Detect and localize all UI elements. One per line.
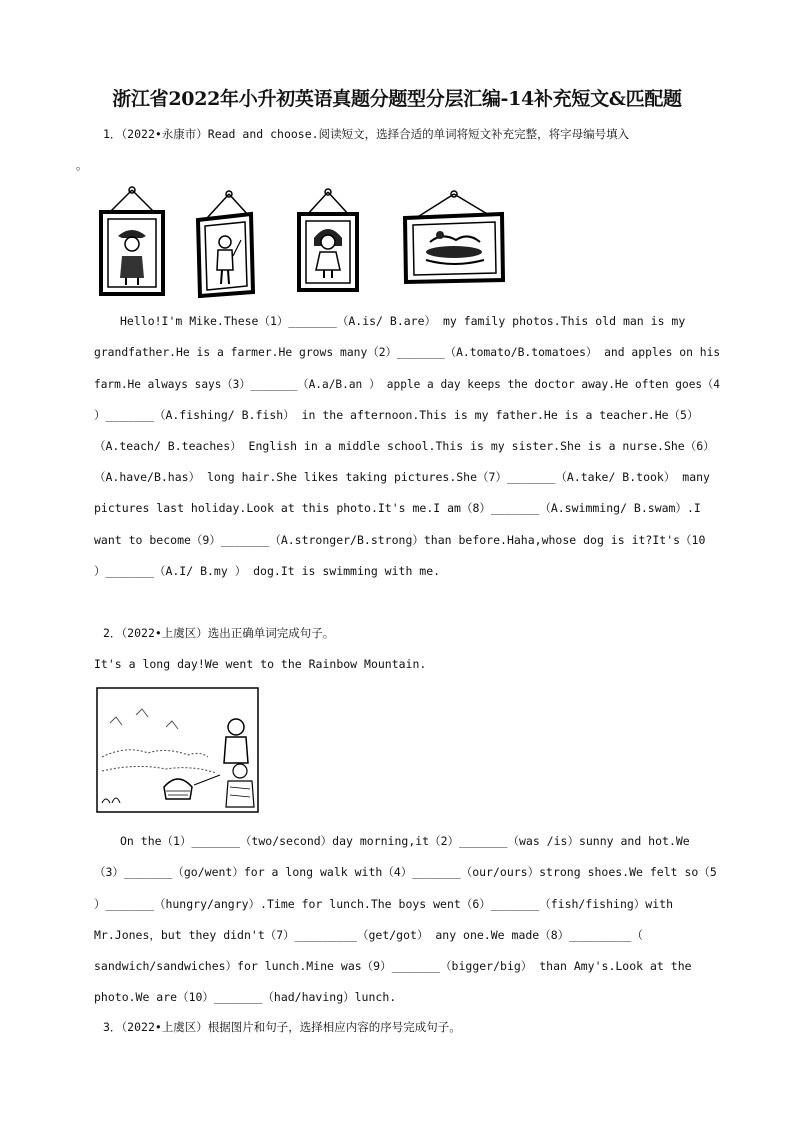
q2-line-2: （3）_______（go/went）for a long walk with（4）_______（our/ours）strong shoes.We felt so（5: [94, 865, 717, 879]
q2-line-1: On the（1）_______（two/second）day morning,it（2）_______（was /is）sunny and hot.We: [120, 834, 690, 848]
q1-line-6: （A.have/B.has） long hair.She likes taking pictures.She（7）_______（A.take/ B.took） many: [94, 470, 710, 484]
q1-picture-sister: [296, 186, 360, 294]
q2-intro: It's a long day!We went to the Rainbow Mountain.: [94, 657, 427, 671]
q2-line-6: photo.We are（10）_______（had/having）lunch.: [94, 990, 397, 1004]
q2-line-4: Mr.Jones，but they didn't（7）_________（get/got） any one.We made（8）_________（: [94, 928, 643, 942]
q1-line-3: farm.He always says（3）_______（A.a/B.an ） apple a day keeps the doctor away.He often goes（4: [94, 377, 720, 391]
q1-line-1: [94, 313, 718, 329]
q1-picture-dog: [402, 188, 506, 286]
q1-line-1-text: Hello!I'm Mike.These（1）_______（A.is/ B.are） my family photos.This old man is my: [120, 314, 686, 328]
q1-line-8: want to become（9）_______（A.stronger/B.strong）than before.Haha,whose dog is it?It's（10: [94, 533, 706, 547]
q1-picture-grandfather: [98, 186, 166, 298]
q2-picture-picnic: [96, 687, 259, 813]
q1-line-5: （A.teach/ B.teaches） English in a middle school.This is my sister.She is a nurse.She（6）: [94, 439, 715, 453]
q2-line-3: ）_______（hungry/angry）.Time for lunch.The boys went（6）_______（fish/fishing）with: [94, 897, 673, 911]
q1-line-9: ）_______（A.I/ B.my ） dog.It is swimming with me.: [94, 564, 441, 578]
q1-picture-father: [193, 186, 257, 298]
q1-line-2: grandfather.He is a farmer.He grows many（2）_______（A.tomato/B.tomatoes） and apples on his: [94, 345, 721, 359]
q1-line-4: ）_______（A.fishing/ B.fish） in the afternoon.This is my father.He is a teacher.He（5）: [94, 408, 699, 422]
q3-header: 3．（2022•上虞区）根据图片和句子，选择相应内容的序号完成句子。: [103, 1020, 461, 1034]
q2-line-5: sandwich/sandwiches）for lunch.Mine was（9）_______（bigger/big） than Amy's.Look at the: [94, 959, 692, 973]
q2-header: 2．（2022•上虞区）选出正确单词完成句子。: [103, 626, 335, 640]
page-title: 浙江省2022年小升初英语真题分题型分层汇编-14补充短文&匹配题: [112, 88, 682, 110]
q1-header-cont: 。: [76, 158, 88, 172]
q1-line-7: pictures last holiday.Look at this photo.It's me.I am（8）_______（A.swimming/ B.swam）.I: [94, 501, 701, 515]
q1-header: 1．（2022•永康市）Read and choose.阅读短文，选择合适的单词将短文补充完整，将字母编号填入: [103, 127, 630, 141]
